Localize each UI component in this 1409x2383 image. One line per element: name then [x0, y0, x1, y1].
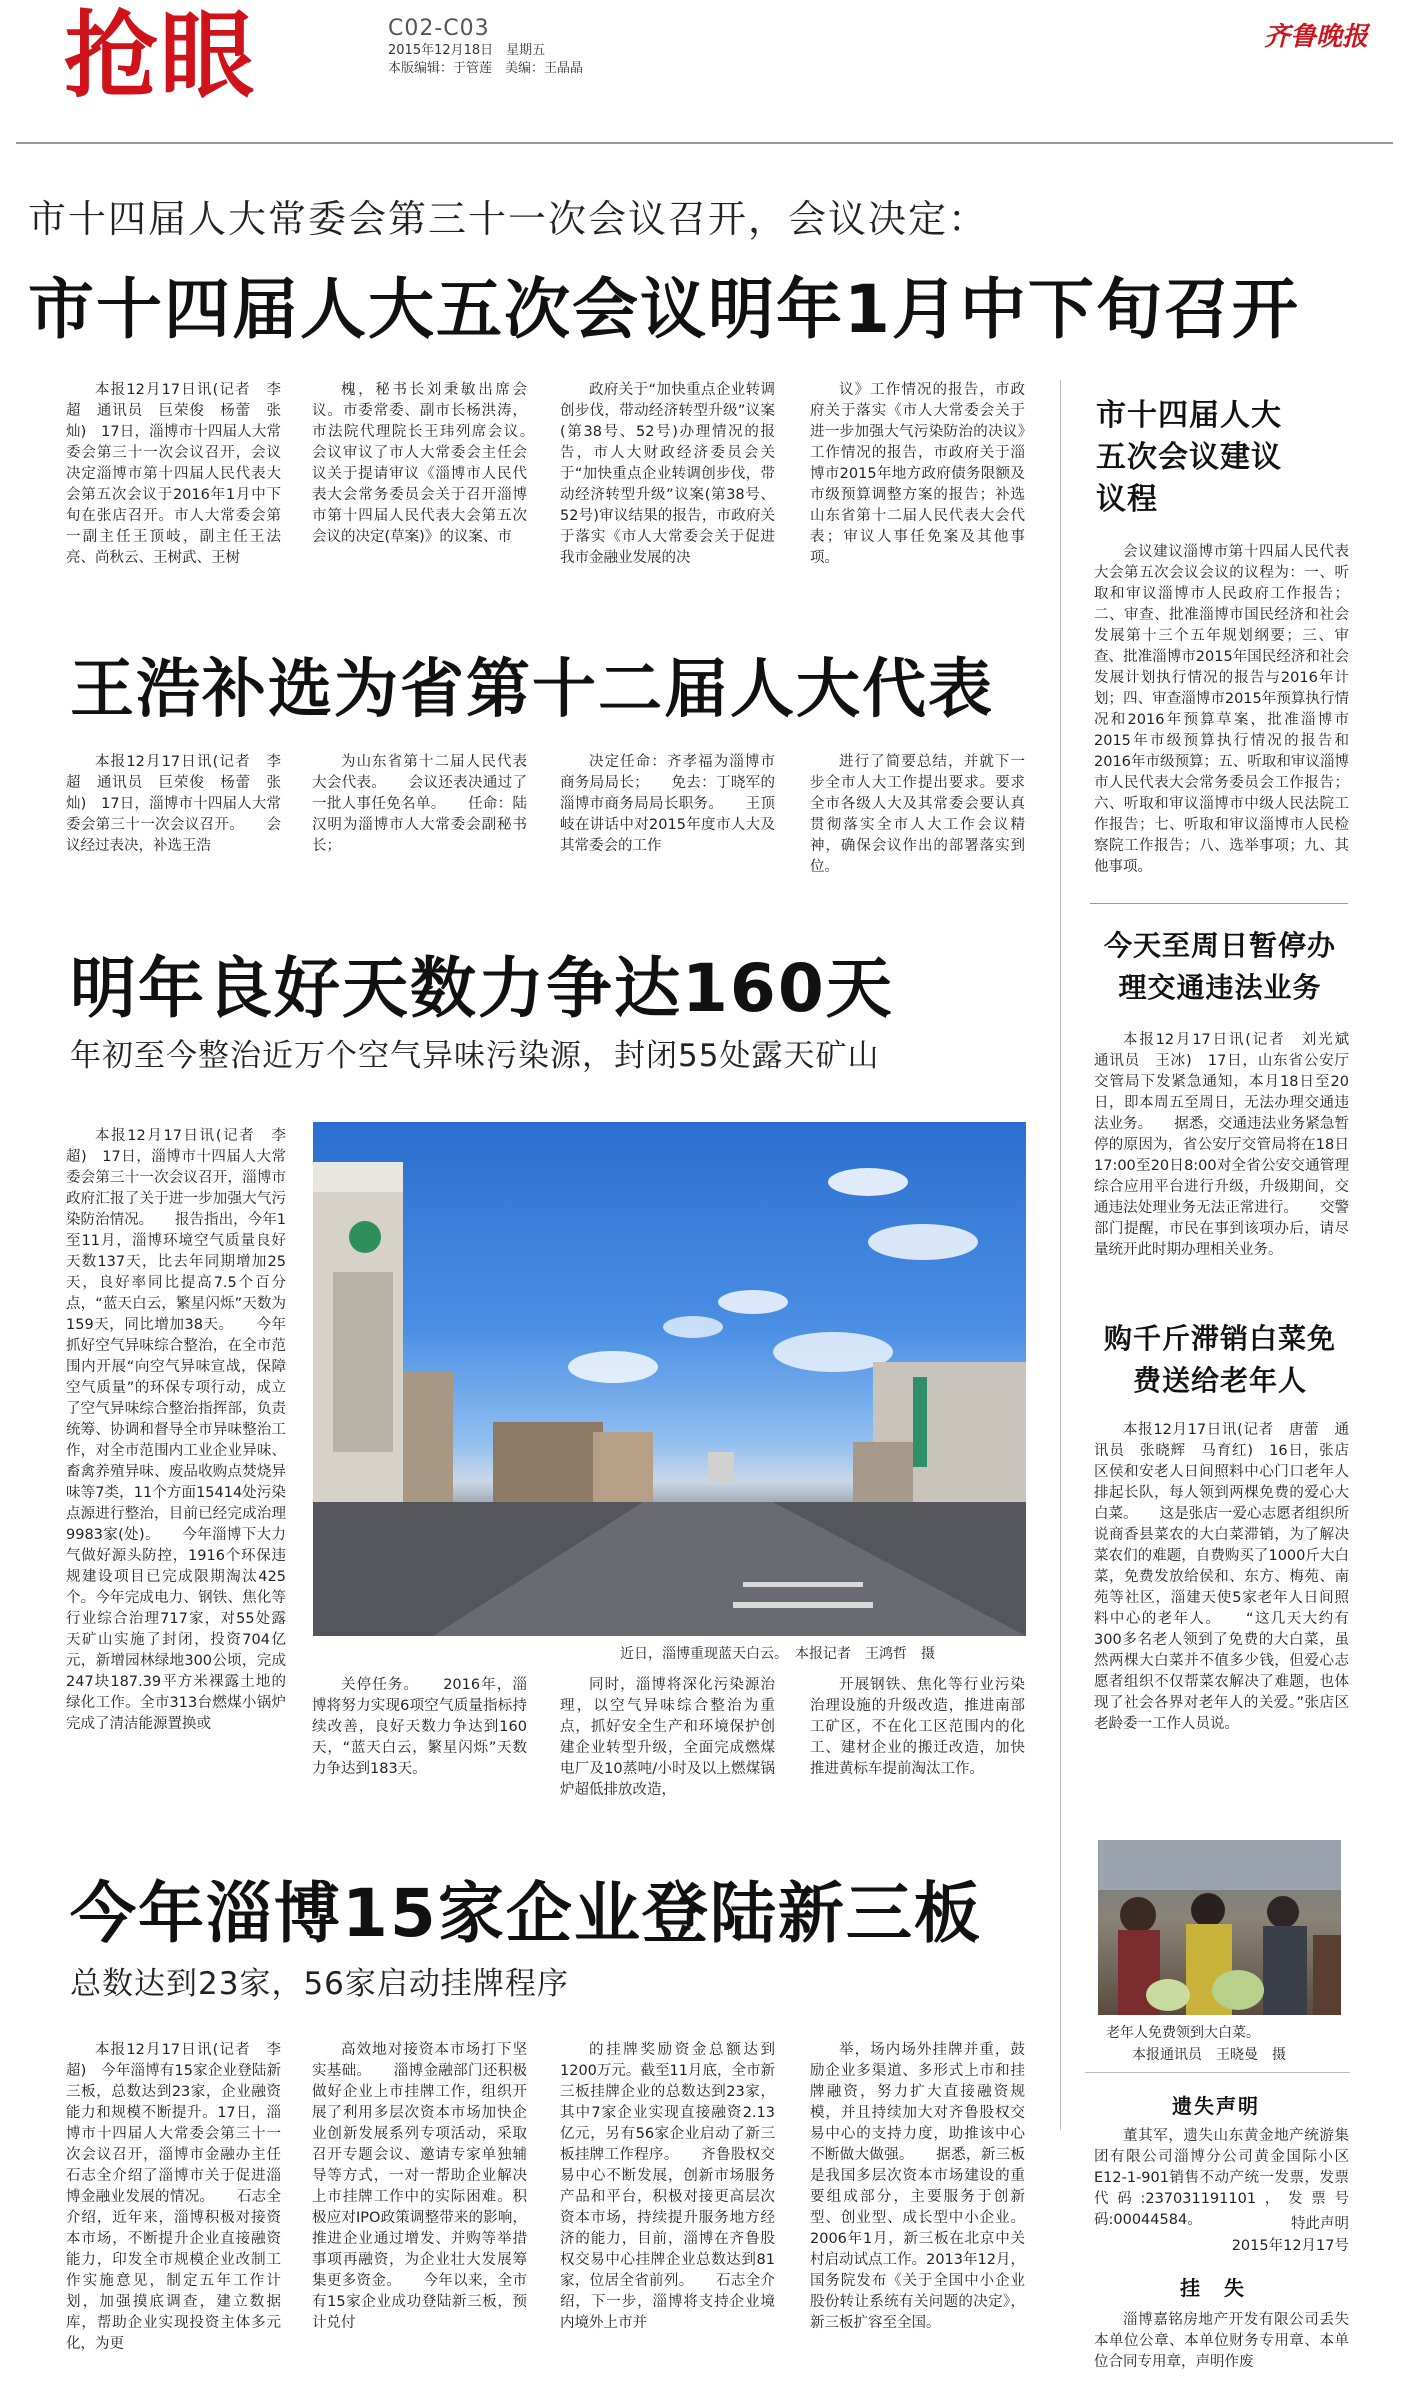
photo-caption: 近日，淄博重现蓝天白云。 本报记者 王鸿哲 摄: [620, 1646, 935, 1662]
sidebar2-title: 今天至周日暂停办理交通违法业务: [1103, 929, 1336, 1004]
sidebar2-body: 本报12月17日讯(记者 刘光斌 通讯员 王冰) 17日，山东省公安厅交管局下发紧急通知，本月18日至20日，即本周五至周日，无法办理交通违法业务。 据悉，交通违法业务紧急暂停的原因为，省公安厅交管局将在18日17:00至20日8:00对全省公安交通管理综合应用平台进行升级，升级期间，交通违法处理业务无法正常进行。 交警部门提醒，市民在事到该项办后，请尽量统开此时期办理相关业务。: [1094, 1032, 1364, 1258]
story3-subhead: 年初至今整治近万个空气异味污染源，封闭55处露天矿山: [70, 1038, 880, 1074]
story1-column-2: 槐，秘书长刘秉敏出席会议。市委常委、副市长杨洪涛，市法院代理院长王玮列席会议。 会议审议了市人大常委会主任会议关于提请审议《淄博市人民代表大会常务委员会关于召开淄博市第十四届人民代表大会第五次会议的决定(草案)》的议案、市: [312, 382, 556, 545]
newspaper-name: 齐鲁晚报: [1264, 22, 1369, 52]
editors-credit: 本版编辑：于管莲 美编：王晶晶: [388, 61, 584, 76]
story2-column-1: 本报12月17日讯(记者 李超 通讯员 巨荣俊 杨蕾 张灿) 17日，淄博市十四届人大常委会第三十一次会议召开。 会议经过表决，补选王浩: [66, 754, 281, 854]
cabbage-caption-1: 老年人免费领到大白菜。: [1106, 2025, 1260, 2041]
story3-headline: 明年良好天数力争达160天: [70, 950, 894, 1027]
notice2-title: 挂 失: [1180, 2276, 1246, 2300]
notice2-body: 淄博嘉铭房地产开发有限公司丢失本单位公章、本单位财务专用章、本单位合同专用章，声明作废: [1094, 2312, 1349, 2370]
story4-column-1: 本报12月17日讯(记者 李超) 今年淄博有15家企业登陆新三板，总数达到23家，企业融资能力和规模不断提升。17日，淄博市十四届人大常委会第三十一次会议召开，淄博市金融办主任石志全介绍了淄博市关于促进淄博金融业发展的情况。 石志全介绍，近年来，淄博积极对接资本市场，不断提升企业直接融资能力，印发全市规模企业改制工作实施意见，制定五年工作计划，加强摸底调查，建立数据库，帮助企业实现投资主体多元化，为更: [66, 2042, 281, 2352]
cabbage-photo-art: [1098, 1840, 1341, 2015]
story3-column-3: 同时，淄博将深化污染源治理，以空气异味综合整治为重点，抓好安全生产和环境保护创建企业转型升级，全面完成燃煤电厂及10蒸吨/小时及以上燃煤锅炉超低排放改造，: [560, 1677, 775, 1798]
cabbage-photo: [1098, 1840, 1341, 2015]
masthead-meta: [388, 16, 584, 78]
story4-headline: 今年淄博15家企业登陆新三板: [70, 1875, 982, 1952]
sidebar1-body: 会议建议淄博市第十四届人民代表大会第五次会议会议的议程为：一、听取和审议淄博市人民政府工作报告；二、审查、批准淄博市国民经济和社会发展第十三个五年规划纲要；三、审查、批准淄博市2015年国民经济和社会发展计划执行情况的报告与2016年计划；四、审查淄博市2015年预算执行情况和2016年预算草案，批准淄博市2015年市级预算执行情况的报告和2016年市级预算；五、听取和审议淄博市人民代表大会常务委员会工作报告；六、听取和审议淄博市中级人民法院工作报告；七、听取和审议淄博市人民检察院工作报告；八、选举事项；九、其他事项。: [1094, 544, 1349, 875]
story3-column-1: 本报12月17日讯(记者 李超) 17日，淄博市十四届人大常委会第三十一次会议召开，淄博市政府汇报了关于进一步加强大气污染防治情况。 报告指出，今年1至11月，淄博环境空气质量良好天数137天，比去年同期增加25天，良好率同比提高7.5个百分点，“蓝天白云，繁星闪烁”天数为159天，同比增加38天。 今年抓好空气异味综合整治，在全市范围内开展“向空气异味宣战，保障空气质量”的环保专项行动，成立了空气异味综合整治指挥部，负责统筹、协调和督导全市异味整治工作，对全市范围内工业企业异味、畜禽养殖异味、废品收购点焚烧异味等7类，11个方面15414处污染点源进行整治，目前已经完成治理9983家(处)。 今年淄博下大力气做好源头防控，1916个环保违规建设项目已完成限期淘汰425个。今年完成电力、钢铁、焦化等行业综合治理717家，对55处露天矿山实施了封闭，投资704亿元，新增园林绿地300公顷，完成247块187.39平方米裸露土地的绿化工作。全市313台燃煤小锅炉完成了清洁能源置换或: [66, 1128, 286, 1732]
issue-date: 2015年12月18日 星期五: [388, 43, 546, 58]
page-numbers: C02-C03: [388, 16, 490, 41]
story3-column-2: 关停任务。 2016年，淄博将努力实现6项空气质量指标持续改善，良好天数力争达到160天，“蓝天白云，繁星闪烁”天数力争达到183天。: [312, 1677, 527, 1777]
story1-column-3: 政府关于“加快重点企业转调创步伐，带动经济转型升级”议案(第38号、52号)办理情况的报告，市人大财政经济委员会关于“加快重点企业转调创步伐，带动经济转型升级”议案(第38号、52号)审议结果的报告，市政府关于落实《市人大常委会关于促进我市金融业发展的决: [560, 382, 775, 566]
story1-column-4: 议》工作情况的报告，市政府关于落实《市人大常委会关于进一步加强大气污染防治的决议》工作情况的报告，市政府关于淄博市2015年地方政府债务限额及市级预算调整方案的报告；补选山东省第十二届人民代表大会代表；审议人事任免案及其他事项。: [810, 382, 1025, 566]
cabbage-caption-2: 本报通讯员 王晓曼 摄: [1132, 2047, 1286, 2063]
story2-headline: 王浩补选为省第十二届人大代表: [70, 653, 994, 727]
story1-column-1: 本报12月17日讯(记者 李超 通讯员 巨荣俊 杨蕾 张灿) 17日，淄博市十四届人大常委会第三十一次会议召开，会议决定淄博市第十四届人民代表大会第五次会议于2016年1月中下旬在张店召开。市人大常委会第一副主任王顶岐，副主任王法亮、尚秋云、王树武、王树: [66, 382, 281, 566]
notice1-title: 遗失声明: [1172, 2094, 1260, 2118]
story1-kicker: 市十四届人大常委会第三十一次会议召开，会议决定：: [28, 197, 989, 241]
notice1-date: 2015年12月17号: [1231, 2238, 1349, 2254]
masthead-divider: [16, 142, 1393, 144]
story4-column-3: 的挂牌奖励资金总额达到1200万元。截至11月底，全市新三板挂牌企业的总数达到23家，其中7家企业实现直接融资2.13亿元，另有56家企业启动了新三板挂牌工作程序。 齐鲁股权交易中心不断发展，创新市场服务产品和平台，积极对接更高层次资本市场，持续提升服务地方经济的能力，目前，淄博在齐鲁股权交易中心挂牌企业总数达到81家，位居全省前列。 石志全介绍，下一步，淄博将支持企业境内境外上市并: [560, 2042, 775, 2331]
sidebar3-body: 本报12月17日讯(记者 唐蕾 通讯员 张晓辉 马育红) 16日，张店区侯和安老人日间照料中心门口老年人排起长队，每人领到两棵免费的爱心大白菜。 这是张店一爱心志愿者组织所说商香县菜农的大白菜滞销，为了解决菜农们的难题，自费购买了1000斤大白菜，免费发放给侯和、东方、梅苑、南苑等社区，淄建天使5家老年人日间照料中心的老年人。 “这几天大约有300多名老人领到了免费的大白菜，虽然两棵大白菜并不值多少钱，但爱心志愿者组织不仅帮菜农解决了难题，也体现了社会各界对老年人的关爱。”张店区老龄委一工作人员说。: [1094, 1422, 1349, 1732]
sidebar1-divider: [1090, 903, 1348, 904]
story2-column-2: 为山东省第十二届人民代表大会代表。 会议还表决通过了一批人事任免名单。 任命：陆汉明为淄博市人大常委会副秘书长；: [312, 754, 527, 854]
story4-column-2: 高效地对接资本市场打下坚实基础。 淄博金融部门还积极做好企业上市挂牌工作，组织开展了利用多层次资本市场加快企业创新发展系列专项活动，采取召开专题会议、邀请专家单独辅导等方式，一对一帮助企业解决上市挂牌工作中的实际困难。积极应对IPO政策调整带来的影响，推进企业通过增发、并购等举措事项再融资，为企业壮大发展筹集更多资金。 今年以来，全市有15家企业成功登陆新三板，预计兑付: [312, 2042, 527, 2331]
story2-column-3: 决定任命：齐孝福为淄博市商务局局长； 免去：丁晓军的淄博市商务局局长职务。 王顶岐在讲话中对2015年度市人大及其常委会的工作: [560, 754, 775, 854]
story4-subhead: 总数达到23家，56家启动挂牌程序: [70, 1966, 569, 2002]
notice1-sign: 特此声明: [1291, 2216, 1349, 2232]
story3-column-4: 开展钢铁、焦化等行业污染治理设施的升级改造，推进南部工矿区，不在化工区范围内的化工、建材企业的搬迁改造，加快推进黄标车提前淘汰工作。: [810, 1677, 1025, 1777]
notice1-body: 董其军，遗失山东黄金地产统游集团有限公司淄博分公司黄金国际小区E12-1-901销售不动产统一发票，发票代码:237031191101，发票号码:00044584。: [1094, 2128, 1349, 2228]
story1-headline: 市十四届人大五次会议明年1月中下旬召开: [28, 271, 1300, 348]
blue-sky-photo-art: [313, 1122, 1026, 1636]
notice-top-rule: [1085, 2072, 1350, 2073]
story2-column-4: 进行了简要总结，并就下一步全市人大工作提出要求。要求全市各级人大及其常委会要认真贯彻落实全市人大工作会议精神，确保会议作出的部署落实到位。: [810, 754, 1025, 875]
blue-sky-photo: [313, 1122, 1026, 1636]
sidebar3-title: 购千斤滞销白菜免费送给老年人: [1103, 1322, 1336, 1397]
story4-column-4: 举，场内场外挂牌并重，鼓励企业多渠道、多形式上市和挂牌融资，努力扩大直接融资规模，并且持续加大对齐鲁股权交易中心的支持力度，助推该中心不断做大做强。 据悉，新三板是我国多层次资本市场建设的重要组成部分，主要服务于创新型、创业型、成长型中小企业。2006年1月，新三板在北京中关村启动试点工作。2013年12月，国务院发布《关于全国中小企业股份转让系统有关问题的决定》，新三板扩容至全国。: [810, 2042, 1025, 2331]
sidebar-divider: [1060, 380, 1061, 2130]
sidebar1-title: 市十四届人大五次会议建议议程: [1096, 398, 1282, 517]
section-logo: 抢眼: [64, 2, 257, 111]
